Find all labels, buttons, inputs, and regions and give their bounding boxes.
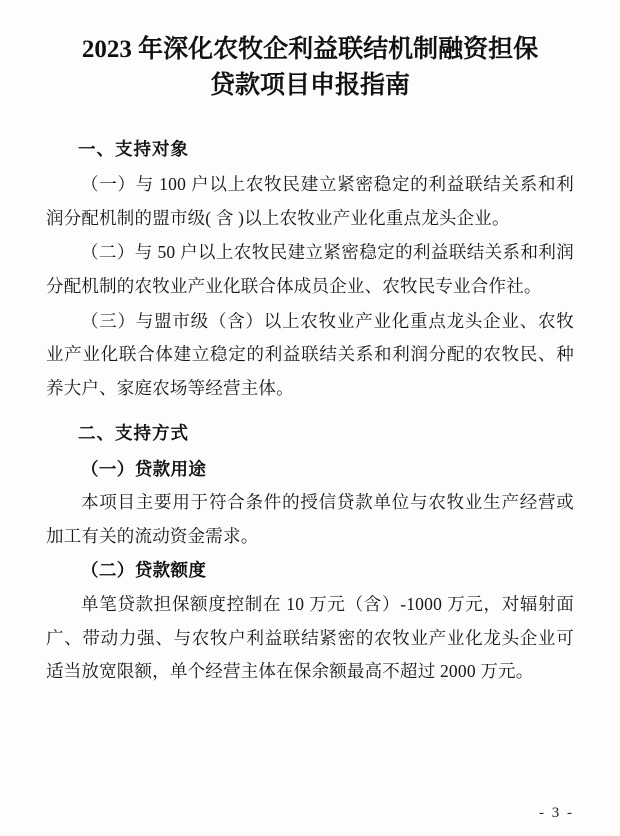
title-line-2: 贷款项目申报指南 (209, 71, 410, 99)
section-heading-support-method: 二、支持方式 (78, 423, 189, 444)
document-body (46, 133, 574, 689)
section-heading-support-target: 一、支持对象 (78, 139, 189, 159)
title-line-1: 2023 年深化农牧企利益联结机制融资担保 (81, 36, 539, 63)
paragraph-loan-purpose-1: 本项目主要用于符合条件的授信贷款单位与农牧业生产经营或加工有关的流动资金需求。 (46, 492, 574, 546)
paragraph-support-target-3: （三）与盟市级（含）以上农牧业产业化重点龙头企业、农牧业产业化联合体建立稳定的利益联结关系和利润分配的农牧民、种养大户、家庭农场等经营主体。 (46, 310, 574, 398)
paragraph-support-target-2: （二）与 50 户以上农牧民建立紧密稳定的利益联结关系和利润分配机制的农牧业产业化联合体成员企业、农牧民专业合作社。 (46, 242, 574, 297)
page-title (46, 32, 574, 103)
paragraph-support-target-1: （一）与 100 户以上农牧民建立紧密稳定的利益联结关系和利润分配机制的盟市级( 含 )以上农牧业产业化重点龙头企业。 (46, 174, 574, 228)
subheading-loan-amount: （二）贷款额度 (81, 560, 207, 581)
page-number: - 3 - (539, 805, 574, 821)
paragraph-loan-amount-1: 单笔贷款担保额度控制在 10 万元（含）-1000 万元，对辐射面广、带动力强、与农牧户利益联结紧密的农牧业产业化龙头企业可适当放宽限额，单个经营主体在保余额最高不超过 2000 万元。 (46, 594, 574, 682)
subheading-loan-purpose: （一）贷款用途 (81, 458, 207, 479)
